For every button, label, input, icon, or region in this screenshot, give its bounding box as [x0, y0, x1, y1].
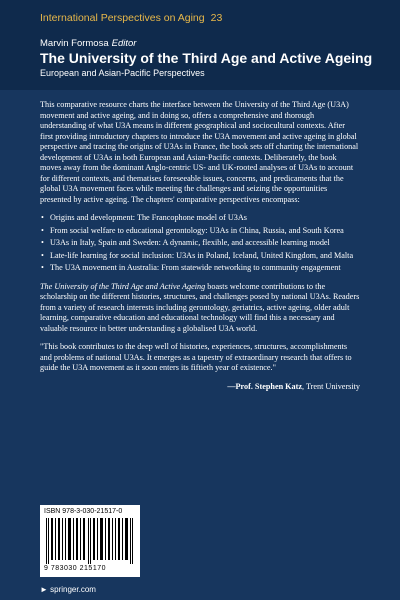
blurb — [40, 100, 360, 392]
series-title: International Perspectives on Aging — [40, 12, 205, 24]
bullet-marker: ► — [40, 585, 51, 594]
second-paragraph — [40, 282, 360, 335]
quote-author: —Prof. Stephen Katz — [227, 381, 302, 391]
editor-name: Marvin Formosa — [40, 38, 109, 49]
list-item: • Late-life learning for social inclusion: U3As in Poland, Iceland, United Kingdom, and Malta — [50, 251, 360, 262]
book-subtitle: European and Asian-Pacific Perspectives — [40, 68, 205, 78]
barcode-number: 9 783030 215170 — [44, 565, 106, 572]
book-title: The University of the Third Age and Active Ageing — [40, 50, 373, 66]
quote-attribution — [40, 382, 360, 393]
publisher-website[interactable] — [40, 585, 96, 594]
website-text: springer.com — [50, 585, 96, 594]
isbn-label: ISBN 978-3-030-21517-0 — [44, 508, 123, 515]
list-item: • Origins and development: The Francophone model of U3As — [50, 213, 360, 224]
cover-header — [0, 0, 400, 90]
editor-role: Editor — [111, 38, 137, 49]
barcode-graphic — [44, 518, 136, 564]
intro-paragraph: This comparative resource charts the interface between the University of the Third Age (U3A) movement and active ageing, and in doing so, offers a comprehensive and thorough understanding of what U3A means in different geographical and sociocultural contexts. After first providing introductory chapters to introduce the U3A movement and active ageing in global perspective and tracing the origins of U3As in France, the book sets off charting the international development of U3As in both European and Asian-Pacific contexts. Deliberately, the book moves away from the dominant Anglo-centric US- and UK-rooted analyses of U3As to account for different contexts, and thematises foreseeable issues, concerns, and predicaments that the global U3A movement faces while meeting the challenges and seizing the opportunities presented by active ageing. The chapters' comparative perspectives encompass: — [40, 100, 359, 204]
series-number: 23 — [210, 12, 223, 24]
endorsement-quote: "This book contributes to the deep well of histories, experiences, structures, accomplishments and problems of national U3As. It emerges as a tapestry of extraordinary research that offers to guide the U3A movement as it soon enters its fiftieth year of existence." — [40, 342, 352, 372]
quote-affiliation: , Trent University — [302, 381, 360, 391]
editor-line — [40, 38, 136, 49]
perspectives-list — [40, 213, 360, 274]
list-item: • The U3A movement in Australia: From statewide networking to community engagement — [50, 263, 360, 274]
second-paragraph-text: boasts welcome contributions to the scholarship on the different histories, structures, and challenges posed by national U3As. Readers from a variety of research interests including gerontology, geriatrics, active ageing, older adult learning, comparative education and educational technology will find this a necessary and valuable resource in better understanding a globalised U3A world. — [40, 281, 360, 333]
isbn-barcode-box — [40, 505, 140, 577]
italic-book-title: The University of the Third Age and Active Ageing — [40, 281, 206, 291]
series-line — [40, 12, 222, 24]
list-item: • U3As in Italy, Spain and Sweden: A dynamic, flexible, and accessible learning model — [50, 238, 360, 249]
list-item: • From social welfare to educational gerontology: U3As in China, Russia, and South Korea — [50, 226, 360, 237]
